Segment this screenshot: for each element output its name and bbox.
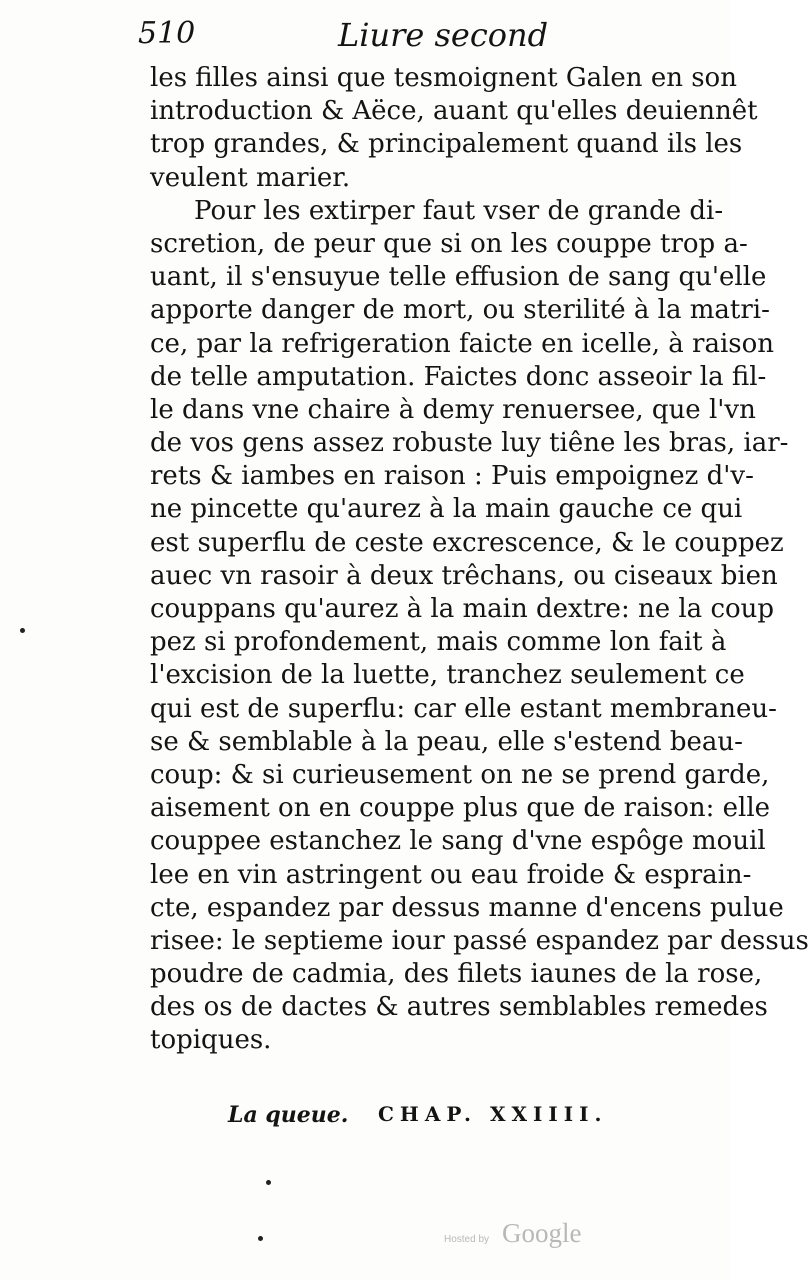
text-line: trop grandes, & principalement quand ils les	[150, 129, 743, 160]
text-line: de telle amputation. Faictes donc asseoir la fil-	[150, 361, 767, 392]
text-line: veulent marier.	[150, 162, 351, 193]
text-line: auec vn rasoir à deux trêchans, ou ciseaux bien	[150, 560, 778, 591]
text-line: le dans vne chaire à demy renuersee, que l'vn	[150, 394, 756, 425]
text-line: risee: le septieme iour passé espandez par dessus	[150, 925, 809, 956]
text-line: l'excision de la luette, tranchez seulement ce	[150, 660, 745, 691]
text-line: coup: & si curieusement on ne se prend garde,	[150, 759, 770, 790]
text-line: qui est de superflu: car elle estant membraneu-	[150, 693, 777, 724]
ink-speck	[20, 628, 25, 633]
text-line: introduction & Aëce, auant qu'elles deuiennêt	[150, 96, 758, 127]
text-line: ne pincette qu'aurez à la main gauche ce qui	[150, 494, 743, 525]
text-line: aisement on en couppe plus que de raison: elle	[150, 793, 771, 824]
text-line: topiques.	[150, 1025, 272, 1056]
hosted-by-google-watermark	[444, 1218, 604, 1258]
text-line: se & semblable à la peau, elle s'estend beau-	[150, 726, 743, 757]
text-line: de vos gens assez robuste luy tiêne les bras, iar-	[150, 428, 789, 459]
catchword: La queue.	[228, 1102, 349, 1128]
text-line: lee en vin astringent ou eau froide & esprain-	[150, 859, 752, 890]
ink-speck	[266, 1180, 271, 1185]
text-line: apporte danger de mort, ou sterilité à la matri-	[150, 295, 770, 326]
text-line: est superflu de ceste excrescence, & le couppez	[150, 527, 784, 558]
google-logo: Google	[502, 1218, 582, 1248]
chapter-heading: CHAP. XXIIII.	[378, 1102, 608, 1126]
running-head	[138, 16, 698, 60]
ink-speck	[258, 1236, 263, 1241]
hosted-by-label: Hosted by	[444, 1234, 490, 1245]
text-line: poudre de cadmia, des filets iaunes de la rose,	[150, 959, 763, 990]
text-line: couppans qu'aurez à la main dextre: ne la coup	[150, 594, 775, 624]
text-line: ce, par la refrigeration faicte en icelle, à raison	[150, 328, 775, 359]
text-line: uant, il s'ensuyue telle effusion de sang qu'elle	[150, 262, 767, 293]
running-title: Liure second	[338, 16, 549, 54]
text-line: les filles ainsi que tesmoignent Galen en son	[150, 63, 737, 93]
text-line: des os de dactes & autres semblables remedes	[150, 992, 768, 1023]
text-line: scretion, de peur que si on les couppe trop a-	[150, 228, 748, 259]
paragraph-first-line: Pour les extirper faut vser de grande di-	[194, 195, 724, 226]
text-line: couppee estanchez le sang d'vne espôge mouil	[150, 826, 766, 857]
text-line: pez si profondement, mais comme lon fait à	[150, 627, 727, 658]
next-chapter-line	[228, 1102, 728, 1132]
text-line: rets & iambes en raison : Puis empoignez d'v-	[150, 461, 754, 492]
body-text	[150, 62, 809, 1058]
text-line: cte, espandez par dessus manne d'encens pulue	[150, 892, 784, 923]
page-number: 510	[138, 16, 196, 51]
